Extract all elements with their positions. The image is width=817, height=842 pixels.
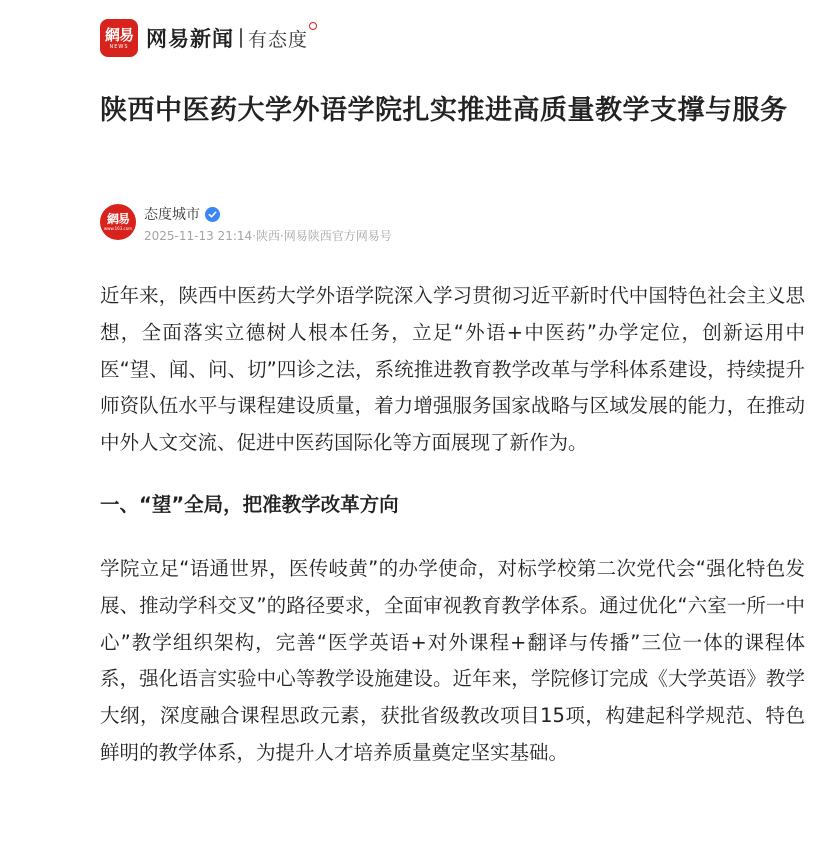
article-meta: 2025-11-13 21:14·陕西·网易陕西官方网易号 xyxy=(144,229,392,243)
logo-subtext: NEWS xyxy=(109,43,129,50)
author-row xyxy=(100,204,392,244)
article-body xyxy=(100,278,805,772)
avatar-text: 網易 xyxy=(106,212,129,226)
check-mark-icon xyxy=(208,210,217,219)
author-name[interactable]: 态度城市 xyxy=(144,207,200,223)
site-header xyxy=(100,18,308,58)
brand-name[interactable]: 网易新闻 xyxy=(146,27,234,51)
section-heading: 一、“望”全局，把准教学改革方向 xyxy=(100,492,399,516)
section-paragraph: 学院立足“语通世界，医传岐黄”的办学使命，对标学校第二次党代会“强化特色发展、推动学科交叉”的路径要求，全面审视教育教学体系。通过优化“六室一所一中心”教学组织架构，完善“医学英语+对外课程+翻译与传播”三位一体的课程体系，强化语言实验中心等教学设施建设。近年来，学院修订完成《大学英语》教学大纲，深度融合课程思政元素，获批省级教改项目15项，构建起科学规范、特色鲜明的教学体系，为提升人才培养质量奠定坚实基础。 xyxy=(100,556,805,764)
author-name-line xyxy=(144,204,392,224)
netease-logo-icon[interactable] xyxy=(100,19,138,57)
author-avatar[interactable] xyxy=(100,204,136,240)
article-title: 陕西中医药大学外语学院扎实推进高质量教学支撑与服务 xyxy=(100,95,788,126)
intro-paragraph: 近年来，陕西中医药大学外语学院深入学习贯彻习近平新时代中国特色社会主义思想，全面落实立德树人根本任务，立足“外语+中医药”办学定位，创新运用中医“望、闻、问、切”四诊之法，系统推进教育教学改革与学科体系建设，持续提升师资队伍水平与课程建设质量，着力增强服务国家战略与区域发展的能力，在推动中外人文交流、促进中医药国际化等方面展现了新作为。 xyxy=(100,284,805,455)
brand-slogan-text: 有态度 xyxy=(248,28,309,51)
logo-text: 網易 xyxy=(104,25,133,44)
avatar-subtext: www.163.com xyxy=(103,226,133,231)
verified-check-icon xyxy=(205,207,220,222)
registered-mark-icon xyxy=(309,22,317,30)
author-info xyxy=(144,204,392,244)
brand-divider xyxy=(240,28,242,48)
brand-slogan xyxy=(248,25,308,52)
